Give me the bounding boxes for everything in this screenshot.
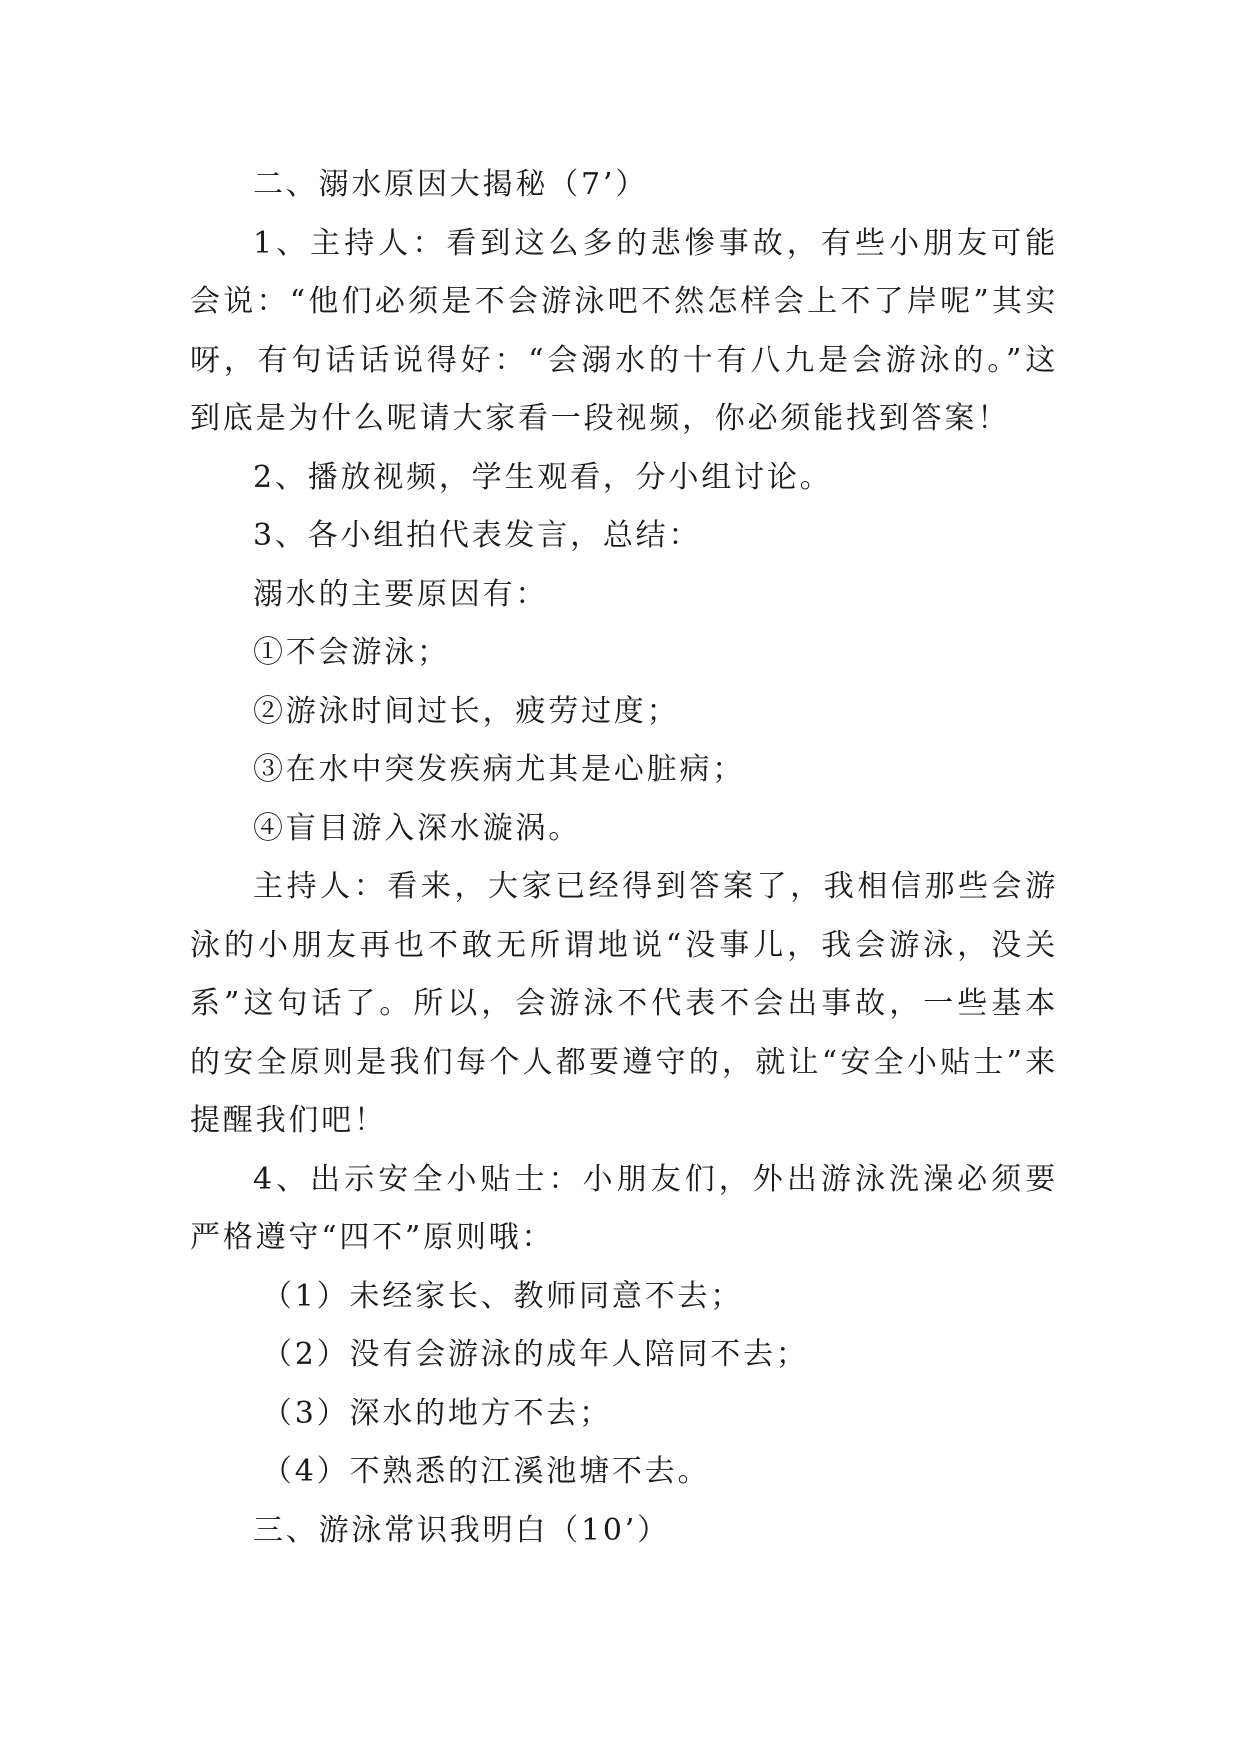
- list-item: （3）深水的地方不去；: [262, 1395, 612, 1431]
- paragraph: 3、各小组拍代表发言，总结：: [253, 518, 702, 553]
- document-body: [190, 156, 1058, 1560]
- list-item: （2）没有会游泳的成年人陪同不去；: [262, 1337, 809, 1372]
- list-item: ①不会游泳；: [253, 635, 450, 670]
- paragraph: 主持人：看来，大家已经得到答案了，我相信那些会游泳的小朋友再也不敢无所谓地说“没事儿，我会游泳，没关系”这句话了。所以，会游泳不代表不会出事故，一些基本的安全原则是我们每个人都要遵守的，就让“安全小贴士”来提醒我们吧！: [190, 869, 1058, 1138]
- list-item: ②游泳时间过长，疲劳过度；: [253, 693, 680, 729]
- section-heading: 二、溺水原因大揭秘（7’）: [253, 167, 649, 202]
- list-item: （4）不熟悉的江溪池塘不去。: [262, 1454, 711, 1489]
- paragraph: 2、播放视频，学生观看，分小组讨论。: [253, 459, 833, 495]
- list-item: ③在水中突发疾病尤其是心脏病；: [253, 752, 745, 787]
- section-heading: 三、游泳常识我明白（10’）: [253, 1512, 670, 1548]
- list-item: ④盲目游入深水漩涡。: [253, 810, 581, 846]
- paragraph: 溺水的主要原因有：: [253, 576, 549, 612]
- paragraph: 4、出示安全小贴士：小朋友们，外出游泳洗澡必须要严格遵守“四不”原则哦：: [190, 1161, 1058, 1255]
- paragraph: 1、主持人：看到这么多的悲惨事故，有些小朋友可能会说：“他们必须是不会游泳吧不然怎样会上不了岸呢”其实呀，有句话话说得好：“会溺水的十有八九是会游泳的。”这到底是为什么呢请大家看一段视频，你必须能找到答案！: [190, 225, 1058, 436]
- list-item: （1）未经家长、教师同意不去；: [262, 1278, 744, 1314]
